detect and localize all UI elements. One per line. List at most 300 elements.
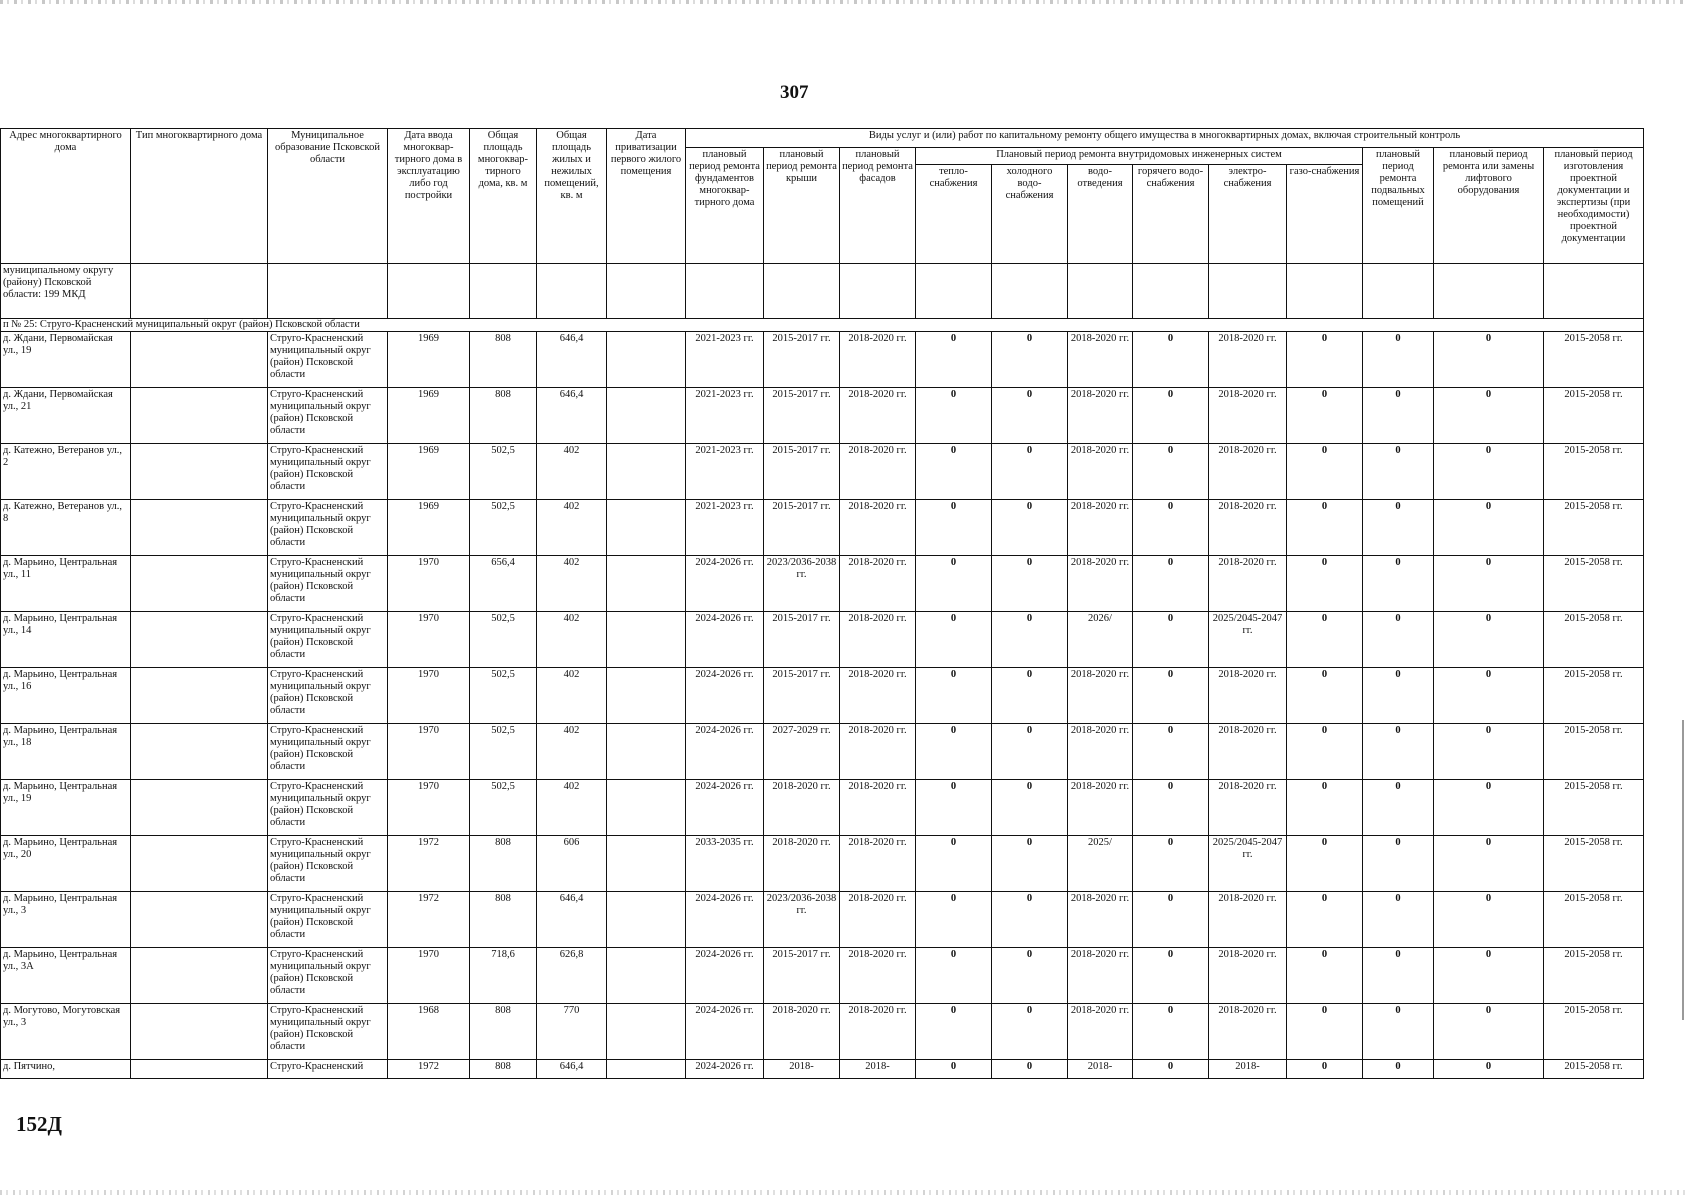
header-row-1 xyxy=(1,129,1644,148)
cold-water-cell: 0 xyxy=(992,836,1068,892)
heat-supply-cell: 0 xyxy=(916,556,992,612)
table-row xyxy=(1,1004,1644,1060)
table-row xyxy=(1,836,1644,892)
total-area-cell: 502,5 xyxy=(470,724,537,780)
cold-water-cell: 0 xyxy=(992,332,1068,388)
roof-period-cell: 2015-2017 гг. xyxy=(764,668,840,724)
hot-water-cell: 0 xyxy=(1133,500,1209,556)
sewerage-cell: 2018-2020 гг. xyxy=(1068,668,1133,724)
commission-year-cell: 1969 xyxy=(388,388,470,444)
privatization-date-cell xyxy=(607,332,686,388)
facade-period-cell: 2018-2020 гг. xyxy=(840,892,916,948)
house-type-cell xyxy=(131,948,268,1004)
design-docs-period-cell: 2015-2058 гг. xyxy=(1544,1004,1644,1060)
gas-supply-cell: 0 xyxy=(1287,612,1363,668)
gas-supply-cell: 0 xyxy=(1287,332,1363,388)
house-type-cell xyxy=(131,1060,268,1079)
municipality-cell: Струго-Красненский муниципальный округ (район) Псковской области xyxy=(268,948,388,1004)
address-cell: д. Марьино, Центральная ул., 20 xyxy=(1,836,131,892)
roof-period-cell: 2018-2020 гг. xyxy=(764,1004,840,1060)
address-cell: д. Марьино, Центральная ул., 11 xyxy=(1,556,131,612)
sewerage-cell: 2018-2020 гг. xyxy=(1068,556,1133,612)
municipality-cell: Струго-Красненский муниципальный округ (район) Псковской области xyxy=(268,388,388,444)
privatization-date-cell xyxy=(607,1060,686,1079)
basement-period-cell: 0 xyxy=(1363,500,1434,556)
col-header-design-docs: плановый период изготовления проектной документации и экспертизы (при необходимости) проектной документации xyxy=(1544,148,1644,264)
facade-period-cell: 2018-2020 гг. xyxy=(840,444,916,500)
table-row xyxy=(1,668,1644,724)
cold-water-cell: 0 xyxy=(992,668,1068,724)
gas-supply-cell: 0 xyxy=(1287,1004,1363,1060)
premises-area-cell: 402 xyxy=(537,556,607,612)
address-cell: д. Могутово, Могутовская ул., 3 xyxy=(1,1004,131,1060)
hot-water-cell: 0 xyxy=(1133,556,1209,612)
design-docs-period-cell: 2015-2058 гг. xyxy=(1544,780,1644,836)
basement-period-cell: 0 xyxy=(1363,1004,1434,1060)
lift-period-cell: 0 xyxy=(1434,612,1544,668)
foundation-period-cell: 2033-2035 гг. xyxy=(686,836,764,892)
document-code: 152Д xyxy=(16,1112,62,1136)
address-cell: д. Марьино, Центральная ул., 3 xyxy=(1,892,131,948)
privatization-date-cell xyxy=(607,444,686,500)
sewerage-cell: 2018-2020 гг. xyxy=(1068,948,1133,1004)
scan-margin-mark xyxy=(1682,720,1684,1020)
facade-period-cell: 2018-2020 гг. xyxy=(840,724,916,780)
total-area-cell: 808 xyxy=(470,332,537,388)
commission-year-cell: 1970 xyxy=(388,668,470,724)
privatization-date-cell xyxy=(607,500,686,556)
premises-area-cell: 402 xyxy=(537,668,607,724)
col-header-premises-area: Общая площадь жилых и нежилых помещений, кв. м xyxy=(537,129,607,264)
col-header-address: Адрес многоквартирного дома xyxy=(1,129,131,264)
design-docs-period-cell: 2015-2058 гг. xyxy=(1544,332,1644,388)
basement-period-cell: 0 xyxy=(1363,332,1434,388)
hot-water-cell: 0 xyxy=(1133,612,1209,668)
house-type-cell xyxy=(131,444,268,500)
design-docs-period-cell: 2015-2058 гг. xyxy=(1544,724,1644,780)
lift-period-cell: 0 xyxy=(1434,836,1544,892)
commission-year-cell: 1969 xyxy=(388,332,470,388)
house-type-cell xyxy=(131,388,268,444)
hot-water-cell: 0 xyxy=(1133,388,1209,444)
address-cell: д. Марьино, Центральная ул., 16 xyxy=(1,668,131,724)
group-label: п № 25: Струго-Красненский муниципальный округ (район) Псковской области xyxy=(1,319,1644,332)
heat-supply-cell: 0 xyxy=(916,444,992,500)
facade-period-cell: 2018-2020 гг. xyxy=(840,948,916,1004)
sewerage-cell: 2018-2020 гг. xyxy=(1068,1004,1133,1060)
col-header-roof: плановый период ремонта крыши xyxy=(764,148,840,264)
cold-water-cell: 0 xyxy=(992,556,1068,612)
hot-water-cell: 0 xyxy=(1133,780,1209,836)
roof-period-cell: 2015-2017 гг. xyxy=(764,444,840,500)
electric-supply-cell: 2018- xyxy=(1209,1060,1287,1079)
gas-supply-cell: 0 xyxy=(1287,780,1363,836)
sewerage-cell: 2018-2020 гг. xyxy=(1068,892,1133,948)
address-cell: д. Катежно, Ветеранов ул., 8 xyxy=(1,500,131,556)
house-type-cell xyxy=(131,836,268,892)
col-header-commission-date: Дата ввода многоквар-тирного дома в эксплуатацию либо год постройки xyxy=(388,129,470,264)
foundation-period-cell: 2024-2026 гг. xyxy=(686,668,764,724)
house-type-cell xyxy=(131,724,268,780)
electric-supply-cell: 2018-2020 гг. xyxy=(1209,780,1287,836)
gas-supply-cell: 0 xyxy=(1287,388,1363,444)
design-docs-period-cell: 2015-2058 гг. xyxy=(1544,1060,1644,1079)
basement-period-cell: 0 xyxy=(1363,948,1434,1004)
premises-area-cell: 402 xyxy=(537,780,607,836)
municipality-cell: Струго-Красненский муниципальный округ (район) Псковской области xyxy=(268,612,388,668)
electric-supply-cell: 2018-2020 гг. xyxy=(1209,388,1287,444)
facade-period-cell: 2018-2020 гг. xyxy=(840,556,916,612)
privatization-date-cell xyxy=(607,836,686,892)
commission-year-cell: 1970 xyxy=(388,948,470,1004)
basement-period-cell: 0 xyxy=(1363,836,1434,892)
col-header-gas: газо-снабжения xyxy=(1287,165,1363,264)
col-header-municipality: Муниципальное образование Псковской области xyxy=(268,129,388,264)
privatization-date-cell xyxy=(607,1004,686,1060)
commission-year-cell: 1970 xyxy=(388,780,470,836)
privatization-date-cell xyxy=(607,668,686,724)
sewerage-cell: 2018- xyxy=(1068,1060,1133,1079)
design-docs-period-cell: 2015-2058 гг. xyxy=(1544,668,1644,724)
hot-water-cell: 0 xyxy=(1133,444,1209,500)
municipality-cell: Струго-Красненский муниципальный округ (район) Псковской области xyxy=(268,444,388,500)
lift-period-cell: 0 xyxy=(1434,1060,1544,1079)
design-docs-period-cell: 2015-2058 гг. xyxy=(1544,444,1644,500)
total-area-cell: 502,5 xyxy=(470,668,537,724)
commission-year-cell: 1970 xyxy=(388,612,470,668)
foundation-period-cell: 2024-2026 гг. xyxy=(686,892,764,948)
commission-year-cell: 1972 xyxy=(388,836,470,892)
design-docs-period-cell: 2015-2058 гг. xyxy=(1544,388,1644,444)
electric-supply-cell: 2025/2045-2047 гг. xyxy=(1209,836,1287,892)
premises-area-cell: 402 xyxy=(537,724,607,780)
heat-supply-cell: 0 xyxy=(916,612,992,668)
heat-supply-cell: 0 xyxy=(916,724,992,780)
col-header-electric: электро-снабжения xyxy=(1209,165,1287,264)
table-row xyxy=(1,500,1644,556)
lift-period-cell: 0 xyxy=(1434,948,1544,1004)
roof-period-cell: 2015-2017 гг. xyxy=(764,612,840,668)
lift-period-cell: 0 xyxy=(1434,444,1544,500)
privatization-date-cell xyxy=(607,556,686,612)
lift-period-cell: 0 xyxy=(1434,724,1544,780)
sewerage-cell: 2018-2020 гг. xyxy=(1068,500,1133,556)
facade-period-cell: 2018- xyxy=(840,1060,916,1079)
commission-year-cell: 1968 xyxy=(388,1004,470,1060)
table-row xyxy=(1,780,1644,836)
premises-area-cell: 626,8 xyxy=(537,948,607,1004)
foundation-period-cell: 2021-2023 гг. xyxy=(686,388,764,444)
col-header-privatization-date: Дата приватизации первого жилого помещения xyxy=(607,129,686,264)
col-header-foundation: плановый период ремонта фундаментов многоквар-тирного дома xyxy=(686,148,764,264)
basement-period-cell: 0 xyxy=(1363,388,1434,444)
total-area-cell: 656,4 xyxy=(470,556,537,612)
design-docs-period-cell: 2015-2058 гг. xyxy=(1544,612,1644,668)
col-header-hot-water: горячего водо-снабжения xyxy=(1133,165,1209,264)
house-type-cell xyxy=(131,892,268,948)
cold-water-cell: 0 xyxy=(992,1004,1068,1060)
heat-supply-cell: 0 xyxy=(916,1004,992,1060)
roof-period-cell: 2023/2036-2038 гг. xyxy=(764,556,840,612)
privatization-date-cell xyxy=(607,724,686,780)
total-area-cell: 808 xyxy=(470,892,537,948)
heat-supply-cell: 0 xyxy=(916,1060,992,1079)
lift-period-cell: 0 xyxy=(1434,668,1544,724)
roof-period-cell: 2018- xyxy=(764,1060,840,1079)
foundation-period-cell: 2024-2026 гг. xyxy=(686,556,764,612)
facade-period-cell: 2018-2020 гг. xyxy=(840,1004,916,1060)
foundation-period-cell: 2024-2026 гг. xyxy=(686,780,764,836)
design-docs-period-cell: 2015-2058 гг. xyxy=(1544,500,1644,556)
electric-supply-cell: 2018-2020 гг. xyxy=(1209,332,1287,388)
foundation-period-cell: 2021-2023 гг. xyxy=(686,332,764,388)
roof-period-cell: 2015-2017 гг. xyxy=(764,948,840,1004)
address-cell: д. Марьино, Центральная ул., 19 xyxy=(1,780,131,836)
col-header-lift: плановый период ремонта или замены лифтового оборудования xyxy=(1434,148,1544,264)
total-area-cell: 808 xyxy=(470,388,537,444)
scan-edge-top xyxy=(0,0,1686,4)
premises-area-cell: 646,4 xyxy=(537,388,607,444)
municipality-cell: Струго-Красненский муниципальный округ (район) Псковской области xyxy=(268,500,388,556)
hot-water-cell: 0 xyxy=(1133,836,1209,892)
heat-supply-cell: 0 xyxy=(916,836,992,892)
privatization-date-cell xyxy=(607,388,686,444)
heat-supply-cell: 0 xyxy=(916,668,992,724)
gas-supply-cell: 0 xyxy=(1287,668,1363,724)
facade-period-cell: 2018-2020 гг. xyxy=(840,612,916,668)
total-area-cell: 502,5 xyxy=(470,780,537,836)
design-docs-period-cell: 2015-2058 гг. xyxy=(1544,556,1644,612)
total-area-cell: 808 xyxy=(470,836,537,892)
gas-supply-cell: 0 xyxy=(1287,500,1363,556)
roof-period-cell: 2023/2036-2038 гг. xyxy=(764,892,840,948)
table-row-partial xyxy=(1,1060,1644,1079)
municipality-cell: Струго-Красненский муниципальный округ (район) Псковской области xyxy=(268,668,388,724)
municipality-cell: Струго-Красненский муниципальный округ (район) Псковской области xyxy=(268,780,388,836)
facade-period-cell: 2018-2020 гг. xyxy=(840,780,916,836)
sewerage-cell: 2018-2020 гг. xyxy=(1068,332,1133,388)
foundation-period-cell: 2024-2026 гг. xyxy=(686,724,764,780)
commission-year-cell: 1969 xyxy=(388,444,470,500)
privatization-date-cell xyxy=(607,612,686,668)
heat-supply-cell: 0 xyxy=(916,948,992,1004)
electric-supply-cell: 2018-2020 гг. xyxy=(1209,892,1287,948)
gas-supply-cell: 0 xyxy=(1287,724,1363,780)
premises-area-cell: 402 xyxy=(537,444,607,500)
gas-supply-cell: 0 xyxy=(1287,1060,1363,1079)
facade-period-cell: 2018-2020 гг. xyxy=(840,388,916,444)
lift-period-cell: 0 xyxy=(1434,892,1544,948)
house-type-cell xyxy=(131,612,268,668)
col-header-heat: тепло-снабжения xyxy=(916,165,992,264)
commission-year-cell: 1972 xyxy=(388,892,470,948)
col-header-house-type: Тип многоквартирного дома xyxy=(131,129,268,264)
address-cell: д. Ждани, Первомайская ул., 19 xyxy=(1,332,131,388)
total-area-cell: 718,6 xyxy=(470,948,537,1004)
facade-period-cell: 2018-2020 гг. xyxy=(840,500,916,556)
address-cell: д. Марьино, Центральная ул., 14 xyxy=(1,612,131,668)
sewerage-cell: 2025/ xyxy=(1068,836,1133,892)
roof-period-cell: 2018-2020 гг. xyxy=(764,780,840,836)
address-cell: д. Катежно, Ветеранов ул., 2 xyxy=(1,444,131,500)
basement-period-cell: 0 xyxy=(1363,892,1434,948)
address-cell: д. Марьино, Центральная ул., 3А xyxy=(1,948,131,1004)
roof-period-cell: 2015-2017 гг. xyxy=(764,332,840,388)
electric-supply-cell: 2018-2020 гг. xyxy=(1209,444,1287,500)
electric-supply-cell: 2018-2020 гг. xyxy=(1209,500,1287,556)
house-type-cell xyxy=(131,1004,268,1060)
col-header-sewerage: водо-отведения xyxy=(1068,165,1133,264)
table-row xyxy=(1,892,1644,948)
commission-year-cell: 1969 xyxy=(388,500,470,556)
col-header-works-super: Виды услуг и (или) работ по капитальному ремонту общего имущества в многоквартирных домах, включая строительный контроль xyxy=(686,129,1644,148)
total-area-cell: 808 xyxy=(470,1004,537,1060)
lift-period-cell: 0 xyxy=(1434,388,1544,444)
heat-supply-cell: 0 xyxy=(916,332,992,388)
roof-period-cell: 2015-2017 гг. xyxy=(764,500,840,556)
electric-supply-cell: 2025/2045-2047 гг. xyxy=(1209,612,1287,668)
table-row xyxy=(1,332,1644,388)
basement-period-cell: 0 xyxy=(1363,780,1434,836)
lift-period-cell: 0 xyxy=(1434,1004,1544,1060)
foundation-period-cell: 2024-2026 гг. xyxy=(686,948,764,1004)
basement-period-cell: 0 xyxy=(1363,668,1434,724)
col-header-facade: плановый период ремонта фасадов xyxy=(840,148,916,264)
house-type-cell xyxy=(131,668,268,724)
table-row xyxy=(1,724,1644,780)
address-cell: д. Марьино, Центральная ул., 18 xyxy=(1,724,131,780)
heat-supply-cell: 0 xyxy=(916,500,992,556)
sewerage-cell: 2026/ xyxy=(1068,612,1133,668)
foundation-period-cell: 2024-2026 гг. xyxy=(686,612,764,668)
cold-water-cell: 0 xyxy=(992,612,1068,668)
facade-period-cell: 2018-2020 гг. xyxy=(840,332,916,388)
table-row xyxy=(1,948,1644,1004)
electric-supply-cell: 2018-2020 гг. xyxy=(1209,724,1287,780)
lift-period-cell: 0 xyxy=(1434,780,1544,836)
municipality-cell: Струго-Красненский муниципальный округ (район) Псковской области xyxy=(268,556,388,612)
house-type-cell xyxy=(131,556,268,612)
scan-edge-bottom xyxy=(0,1190,1686,1195)
col-header-basement: плановый период ремонта подвальных помещений xyxy=(1363,148,1434,264)
house-type-cell xyxy=(131,332,268,388)
facade-period-cell: 2018-2020 гг. xyxy=(840,836,916,892)
municipality-cell: Струго-Красненский муниципальный округ (район) Псковской области xyxy=(268,1004,388,1060)
cold-water-cell: 0 xyxy=(992,388,1068,444)
table-row xyxy=(1,612,1644,668)
gas-supply-cell: 0 xyxy=(1287,836,1363,892)
privatization-date-cell xyxy=(607,892,686,948)
premises-area-cell: 646,4 xyxy=(537,332,607,388)
hot-water-cell: 0 xyxy=(1133,948,1209,1004)
col-header-cold-water: холодного водо-снабжения xyxy=(992,165,1068,264)
design-docs-period-cell: 2015-2058 гг. xyxy=(1544,892,1644,948)
col-header-engineering-systems: Плановый период ремонта внутридомовых инженерных систем xyxy=(916,148,1363,165)
municipality-cell: Струго-Красненский муниципальный округ (район) Псковской области xyxy=(268,836,388,892)
cold-water-cell: 0 xyxy=(992,892,1068,948)
sewerage-cell: 2018-2020 гг. xyxy=(1068,444,1133,500)
table-row xyxy=(1,556,1644,612)
hot-water-cell: 0 xyxy=(1133,724,1209,780)
electric-supply-cell: 2018-2020 гг. xyxy=(1209,948,1287,1004)
page-number: 307 xyxy=(780,82,809,103)
table-row xyxy=(1,444,1644,500)
col-header-total-area: Общая площадь многоквар-тирного дома, кв. м xyxy=(470,129,537,264)
roof-period-cell: 2027-2029 гг. xyxy=(764,724,840,780)
foundation-period-cell: 2021-2023 гг. xyxy=(686,500,764,556)
sewerage-cell: 2018-2020 гг. xyxy=(1068,724,1133,780)
gas-supply-cell: 0 xyxy=(1287,948,1363,1004)
municipality-cell: Струго-Красненский муниципальный округ (район) Псковской области xyxy=(268,332,388,388)
sewerage-cell: 2018-2020 гг. xyxy=(1068,780,1133,836)
sewerage-cell: 2018-2020 гг. xyxy=(1068,388,1133,444)
design-docs-period-cell: 2015-2058 гг. xyxy=(1544,836,1644,892)
hot-water-cell: 0 xyxy=(1133,892,1209,948)
address-cell: д. Пятчино, xyxy=(1,1060,131,1079)
gas-supply-cell: 0 xyxy=(1287,556,1363,612)
total-area-cell: 502,5 xyxy=(470,612,537,668)
premises-area-cell: 646,4 xyxy=(537,1060,607,1079)
house-type-cell xyxy=(131,780,268,836)
privatization-date-cell xyxy=(607,948,686,1004)
commission-year-cell: 1970 xyxy=(388,556,470,612)
hot-water-cell: 0 xyxy=(1133,1060,1209,1079)
foundation-period-cell: 2024-2026 гг. xyxy=(686,1060,764,1079)
basement-period-cell: 0 xyxy=(1363,444,1434,500)
total-area-cell: 502,5 xyxy=(470,444,537,500)
total-area-cell: 808 xyxy=(470,1060,537,1079)
gas-supply-cell: 0 xyxy=(1287,444,1363,500)
summary-label: муниципальному округу (району) Псковской области: 199 МКД xyxy=(1,264,131,319)
privatization-date-cell xyxy=(607,780,686,836)
cold-water-cell: 0 xyxy=(992,948,1068,1004)
table-row xyxy=(1,388,1644,444)
cold-water-cell: 0 xyxy=(992,780,1068,836)
electric-supply-cell: 2018-2020 гг. xyxy=(1209,668,1287,724)
hot-water-cell: 0 xyxy=(1133,332,1209,388)
heat-supply-cell: 0 xyxy=(916,388,992,444)
summary-row xyxy=(1,264,1644,319)
premises-area-cell: 606 xyxy=(537,836,607,892)
cold-water-cell: 0 xyxy=(992,444,1068,500)
premises-area-cell: 770 xyxy=(537,1004,607,1060)
design-docs-period-cell: 2015-2058 гг. xyxy=(1544,948,1644,1004)
premises-area-cell: 402 xyxy=(537,500,607,556)
commission-year-cell: 1972 xyxy=(388,1060,470,1079)
lift-period-cell: 0 xyxy=(1434,556,1544,612)
capital-repair-table xyxy=(0,128,1644,1079)
electric-supply-cell: 2018-2020 гг. xyxy=(1209,1004,1287,1060)
gas-supply-cell: 0 xyxy=(1287,892,1363,948)
basement-period-cell: 0 xyxy=(1363,556,1434,612)
basement-period-cell: 0 xyxy=(1363,1060,1434,1079)
total-area-cell: 502,5 xyxy=(470,500,537,556)
lift-period-cell: 0 xyxy=(1434,332,1544,388)
roof-period-cell: 2018-2020 гг. xyxy=(764,836,840,892)
municipality-cell: Струго-Красненский муниципальный округ (район) Псковской области xyxy=(268,724,388,780)
cold-water-cell: 0 xyxy=(992,724,1068,780)
hot-water-cell: 0 xyxy=(1133,668,1209,724)
municipality-cell: Струго-Красненский муниципальный округ (район) Псковской области xyxy=(268,892,388,948)
cold-water-cell: 0 xyxy=(992,500,1068,556)
electric-supply-cell: 2018-2020 гг. xyxy=(1209,556,1287,612)
house-type-cell xyxy=(131,500,268,556)
lift-period-cell: 0 xyxy=(1434,500,1544,556)
foundation-period-cell: 2021-2023 гг. xyxy=(686,444,764,500)
hot-water-cell: 0 xyxy=(1133,1004,1209,1060)
premises-area-cell: 402 xyxy=(537,612,607,668)
address-cell: д. Ждани, Первомайская ул., 21 xyxy=(1,388,131,444)
